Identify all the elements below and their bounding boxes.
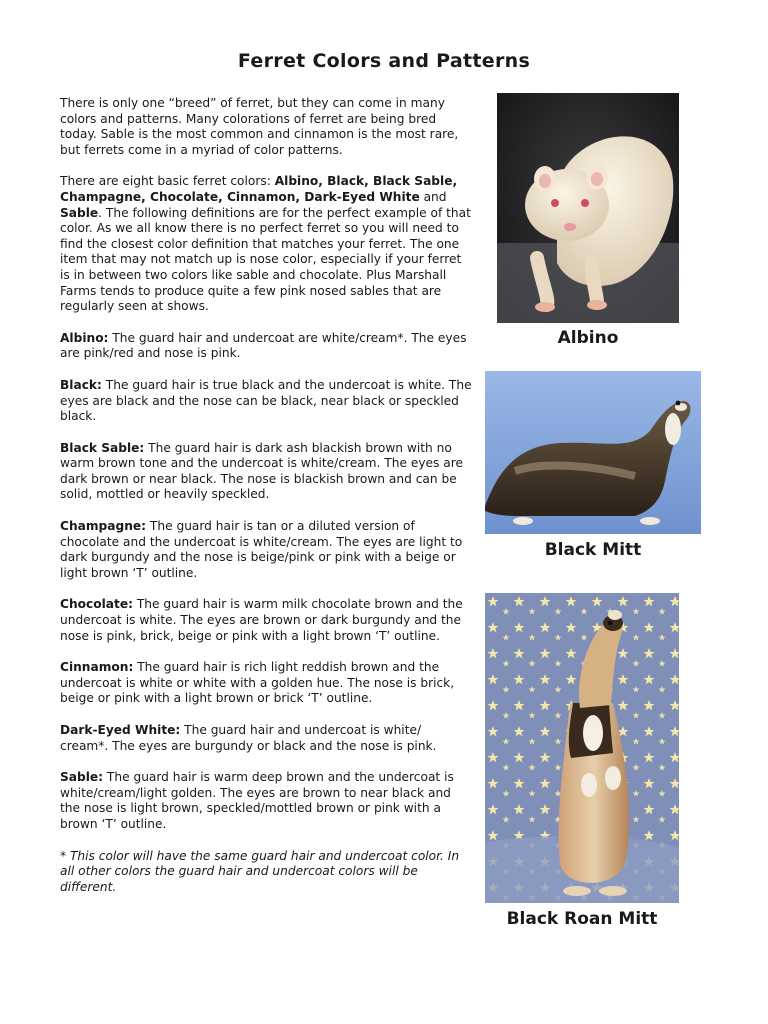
text-column [60,96,472,911]
black-mitt-ferret-photo [485,371,701,534]
definition-term: Albino: [60,330,109,345]
photo-caption-albino: Albino [557,328,619,348]
black-roan-mitt-ferret-photo [485,593,679,903]
basic-colors-paragraph [60,174,472,314]
definition-champagne [60,519,472,581]
definition-sable [60,770,472,832]
definition-term: Dark-Eyed White: [60,723,181,737]
definition-text: The guard hair is rich light reddish brown and the undercoat is white or white with a golden hue. The nose is brick, beige or pink with a light brown or brick ‘T’ outline. [60,660,455,706]
definition-text: The guard hair and undercoat are white/cream*. The eyes are pink/red and nose is pink. [60,330,467,361]
definition-text: The guard hair is dark ash blackish brown with no warm brown tone and the undercoat is white/cream. The eyes are dark brown or near black. The nose is blackish brown and can be solid, mottled or heavily speckled. [60,440,463,502]
albino-ferret-photo [497,93,679,323]
basic-rest: . The following definitions are for the perfect example of that color. As we all know there is no perfect ferret so you will need to find the closest color definition that matches your ferret. The one item that may not match up is nose color, especially if your ferret is in between two colors like sable and chocolate. Plus Marshall Farms tends to produce quite a few pink nosed sables that are regularly seen at shows. [60,205,471,314]
definition-text: The guard hair is tan or a diluted version of chocolate and the undercoat is white/cream. The eyes are light to dark burgundy and the nose is beige/pink or pink with a beige or light brown ‘T’ outline. [60,519,463,580]
intro-paragraph: There is only one “breed” of ferret, but they can come in many colors and patterns. Many colorations of ferret are being bred today. Sable is the most common and cinnamon is the most rare, but ferrets come in a myriad of color patterns. [60,96,459,157]
page-title: Ferret Colors and Patterns [237,50,531,72]
definition-text: The guard hair is warm milk chocolate brown and the undercoat is white. The eyes are brown or dark burgundy and the nose is pink, brick, beige or pink with a light brown ‘T’ outline. [60,597,463,643]
definition-term: Champagne: [60,519,147,534]
basic-lead: There are eight basic ferret colors: [60,174,275,189]
definition-chocolate [60,597,472,644]
basic-and: and [419,189,447,204]
definition-black [60,378,472,425]
photo-caption-black-mitt: Black Mitt [544,540,642,560]
definition-term: Black: [60,377,102,392]
definition-term: Black Sable: [60,440,145,455]
basic-colors-list: Albino, Black, Black Sable, Champagne, Chocolate, Cinnamon, Dark-Eyed White [60,174,458,204]
definition-term: Chocolate: [60,597,133,612]
definition-albino [60,331,472,362]
basic-last-color: Sable [60,205,99,220]
definition-term: Sable: [60,770,104,785]
definition-text: The guard hair is true black and the undercoat is white. The eyes are black and the nose can be black, near black or speckled black. [60,377,472,424]
definition-text: The guard hair and undercoat is white/ cream*. The eyes are burgundy or black and the nose is pink. [60,723,437,753]
definition-black-sable [60,441,472,503]
footnote: * This color will have the same guard hair and undercoat color. In all other colors the guard hair and undercoat colors will be different. [60,848,460,894]
definition-cinnamon [60,660,472,707]
definition-dark-eyed-white [60,723,472,754]
photo-caption-black-roan-mitt: Black Roan Mitt [506,909,658,929]
definition-text: The guard hair is warm deep brown and the undercoat is white/cream/light golden. The eyes are brown to near black and the nose is light brown, speckled/mottled brown or pink with a brown ‘T’ outline. [60,770,454,831]
definition-term: Cinnamon: [60,660,134,675]
